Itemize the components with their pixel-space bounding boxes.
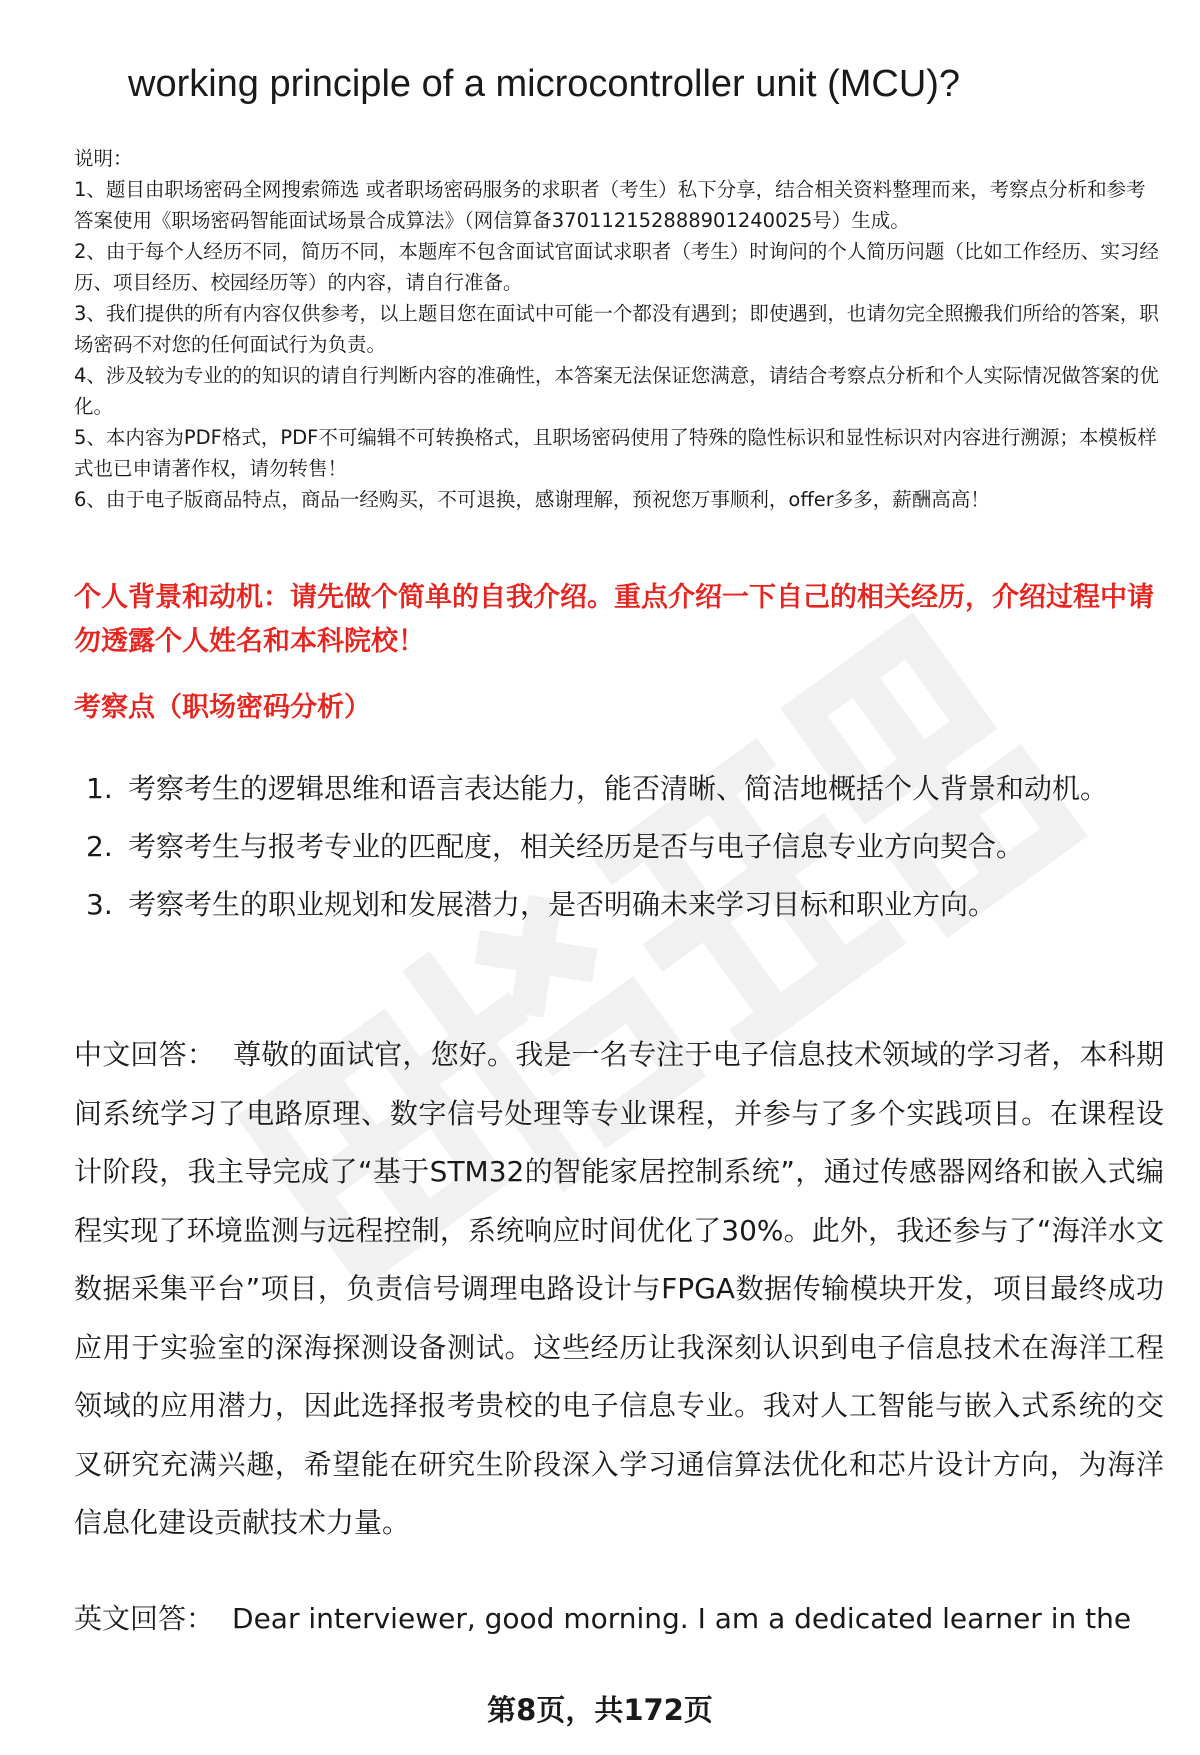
chinese-answer-text: 尊敬的面试官，您好。我是一名专注于电子信息技术领域的学习者，本科期间系统学习了电路原理、数字信号处理等专业课程，并参与了多个实践项目。在课程设计阶段，我主导完成了“基于STM32的智能家居控制系统”，通过传感器网络和嵌入式编程实现了环境监测与远程控制，系统响应时间优化了30%。此外，我还参与了“海洋水文数据采集平台”项目，负责信号调理电路设计与FPGA数据传输模块开发，项目最终成功应用于实验室的深海探测设备测试。这些经历让我深刻认识到电子信息技术在海洋工程领域的应用潜力，因此选择报考贵校的电子信息专业。我对人工智能与嵌入式系统的交叉研究充满兴趣，希望能在研究生阶段深入学习通信算法优化和芯片设计方向，为海洋信息化建设贡献技术力量。 (74, 1038, 1164, 1539)
note-item: 6、由于电子版商品特点，商品一经购买，不可退换，感谢理解，预祝您万事顺利，offer多多，薪酬高高！ (74, 488, 990, 511)
assessment-point (74, 876, 1160, 934)
note-item: 3、我们提供的所有内容仅供参考，以上题目您在面试中可能一个都没有遇到；即使遇到，也请勿完全照搬我们所给的答案，职场密码不对您的任何面试行为负责。 (74, 302, 1159, 356)
note-item: 4、涉及较为专业的的知识的请自行判断内容的准确性，本答案无法保证您满意，请结合考察点分析和个人实际情况做答案的优化。 (74, 364, 1159, 418)
note-item: 1、题目由职场密码全网搜索筛选 或者职场密码服务的求职者（考生）私下分享，结合相关资料整理而来，考察点分析和参考答案使用《职场密码智能面试场景合成算法》（网信算备370112152888901240025号）生成。 (74, 178, 1146, 232)
assessment-point (74, 818, 1160, 876)
english-answer-text: Dear interviewer, good morning. I am a dedicated learner in the (232, 1602, 1132, 1635)
assessment-point (74, 760, 1160, 818)
chinese-answer-label: 中文回答： (74, 1038, 216, 1071)
english-answer-label: 英文回答： (74, 1602, 215, 1635)
point-number: 2. (86, 830, 113, 863)
notes-heading: 说明： (74, 147, 133, 170)
assessment-heading: 考察点（职场密码分析） (74, 692, 371, 723)
point-text: 考察考生的逻辑思维和语言表达能力，能否清晰、简洁地概括个人背景和动机。 (128, 772, 1109, 805)
english-answer (74, 1590, 1164, 1648)
background-question: 个人背景和动机：请先做个简单的自我介绍。重点介绍一下自己的相关经历，介绍过程中请勿透露个人姓名和本科院校！ (74, 582, 1154, 657)
assessment-points (74, 760, 1160, 934)
point-text: 考察考生的职业规划和发展潜力，是否明确未来学习目标和职业方向。 (128, 888, 997, 921)
question-title: working principle of a microcontroller unit (MCU)? (128, 63, 961, 105)
page-number: 第8页，共172页 (487, 1693, 713, 1727)
point-number: 3. (86, 888, 113, 921)
note-item: 2、由于每个人经历不同，简历不同，本题库不包含面试官面试求职者（考生）时询问的个人简历问题（比如工作经历、实习经历、项目经历、校园经历等）的内容，请自行准备。 (74, 240, 1159, 294)
chinese-answer (74, 1026, 1164, 1553)
note-item: 5、本内容为PDF格式，PDF不可编辑不可转换格式，且职场密码使用了特殊的隐性标识和显性标识对内容进行溯源；本模板样式也已申请著作权，请勿转售！ (74, 426, 1157, 480)
disclaimer-notes (74, 143, 1160, 515)
point-text: 考察考生与报考专业的匹配度，相关经历是否与电子信息专业方向契合。 (128, 830, 1025, 863)
point-number: 1. (86, 772, 113, 805)
